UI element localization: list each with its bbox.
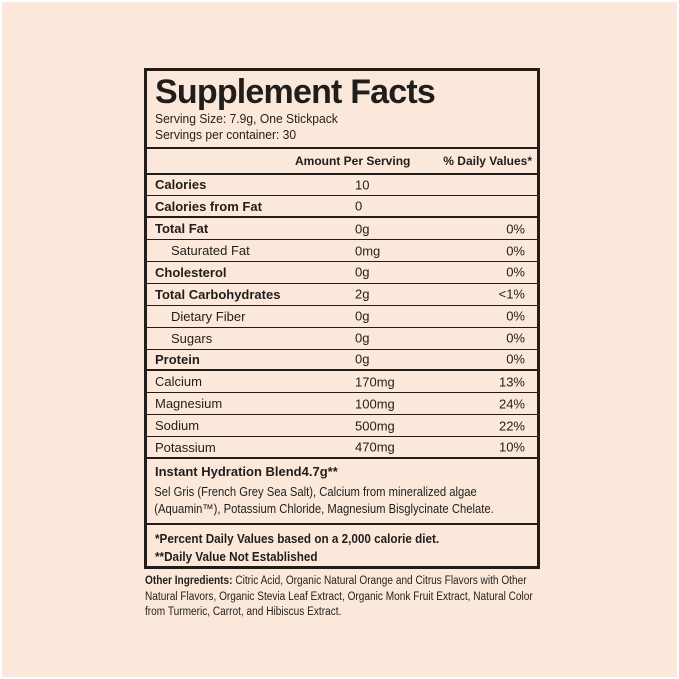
- servings-per-container: Servings per container: 30: [155, 126, 297, 142]
- nutrient-name: Potassium: [155, 439, 216, 455]
- nutrient-row-cholesterol: [147, 262, 537, 284]
- nutrient-daily-value: 0%: [506, 308, 525, 324]
- column-header-row: [147, 149, 537, 175]
- nutrient-amount: 2g: [355, 286, 370, 302]
- nutrient-amount: 500mg: [355, 418, 395, 434]
- nutrient-row-calories-from-fat: [147, 196, 537, 218]
- nutrient-amount: 0g: [355, 221, 370, 237]
- nutrient-amount: 0g: [355, 264, 370, 280]
- nutrient-daily-value: 0%: [506, 330, 525, 346]
- nutrient-row-sugars: [147, 328, 537, 350]
- nutrient-row-magnesium: [147, 393, 537, 415]
- nutrient-amount: 0g: [355, 308, 370, 324]
- nutrient-row-dietary-fiber: [147, 306, 537, 328]
- blend-name: Instant Hydration Blend: [155, 463, 302, 479]
- nutrient-name: Total Carbohydrates: [155, 286, 281, 302]
- nutrient-daily-value: 0%: [506, 264, 525, 280]
- nutrient-amount: 470mg: [355, 439, 395, 455]
- blend-daily-value: **: [327, 463, 338, 479]
- nutrient-daily-value: 24%: [498, 396, 525, 412]
- nutrient-row-potassium: [147, 437, 537, 459]
- nutrient-daily-value: 0%: [506, 221, 525, 237]
- nutrient-name: Total Fat: [155, 221, 209, 237]
- other-ingredients: [145, 574, 539, 621]
- nutrient-row-total-carbohydrates: [147, 284, 537, 306]
- nutrient-name: Sugars: [171, 330, 213, 346]
- nutrient-amount: 0: [355, 198, 363, 214]
- nutrient-daily-value: <1%: [498, 286, 525, 302]
- footnote-daily-value: *Percent Daily Values based on a 2,000 calorie diet.: [155, 530, 440, 546]
- nutrient-daily-value: 0%: [506, 351, 525, 367]
- nutrient-name: Calories: [155, 177, 207, 193]
- label-background: [2, 2, 677, 677]
- nutrient-amount: 0g: [355, 330, 370, 346]
- nutrient-name: Saturated Fat: [171, 243, 250, 259]
- nutrient-name: Cholesterol: [155, 264, 227, 280]
- nutrient-row-total-fat: [147, 218, 537, 240]
- nutrient-name: Dietary Fiber: [171, 308, 246, 324]
- hydration-blend-section: [147, 459, 537, 525]
- nutrient-row-protein: [147, 350, 537, 372]
- nutrient-amount: 170mg: [355, 374, 395, 390]
- nutrient-name: Calories from Fat: [155, 198, 262, 214]
- nutrient-amount: 0mg: [355, 243, 381, 259]
- nutrient-row-sodium: [147, 415, 537, 437]
- nutrient-name: Calcium: [155, 374, 202, 390]
- nutrient-amount: 10: [355, 177, 370, 193]
- nutrient-amount: 0g: [355, 351, 370, 367]
- column-header-amount: Amount Per Serving: [295, 153, 411, 168]
- footnote-not-established: **Daily Value Not Established: [155, 548, 318, 564]
- panel-header: [147, 71, 537, 149]
- nutrient-daily-value: 22%: [498, 418, 525, 434]
- nutrient-row-saturated-fat: [147, 240, 537, 262]
- serving-size: Serving Size: 7.9g, One Stickpack: [155, 111, 338, 126]
- supplement-facts-panel: [144, 68, 540, 569]
- nutrient-daily-value: 0%: [506, 243, 525, 259]
- nutrient-name: Magnesium: [155, 396, 223, 412]
- nutrient-daily-value: 13%: [498, 374, 525, 390]
- nutrient-row-calories: [147, 175, 537, 197]
- nutrient-name: Sodium: [155, 418, 200, 434]
- nutrient-daily-value: 10%: [498, 439, 525, 455]
- nutrient-amount: 100mg: [355, 396, 395, 412]
- other-ingredients-label: Other Ingredients:: [145, 575, 233, 587]
- column-header-daily-value: % Daily Values*: [443, 153, 532, 168]
- nutrient-name: Protein: [155, 351, 200, 367]
- nutrient-row-calcium: [147, 371, 537, 393]
- panel-title: Supplement Facts: [155, 73, 436, 111]
- footnote-section: [147, 525, 537, 566]
- blend-row: [147, 459, 537, 484]
- blend-amount: 4.7g: [301, 463, 328, 479]
- blend-description: Sel Gris (French Grey Sea Salt), Calcium from mineralized algae (Aquamin™), Potassium Chloride, Magnesium Bisglycinate Chelate.: [154, 484, 494, 516]
- other-ingredients-text: Citric Acid, Organic Natural Orange and Citrus Flavors with Other Natural Flavors, Organic Stevia Leaf Extract, Organic Monk Fruit Extract, Natural Color from Turmeric, Carrot, and Hibiscus Extract.: [145, 575, 533, 618]
